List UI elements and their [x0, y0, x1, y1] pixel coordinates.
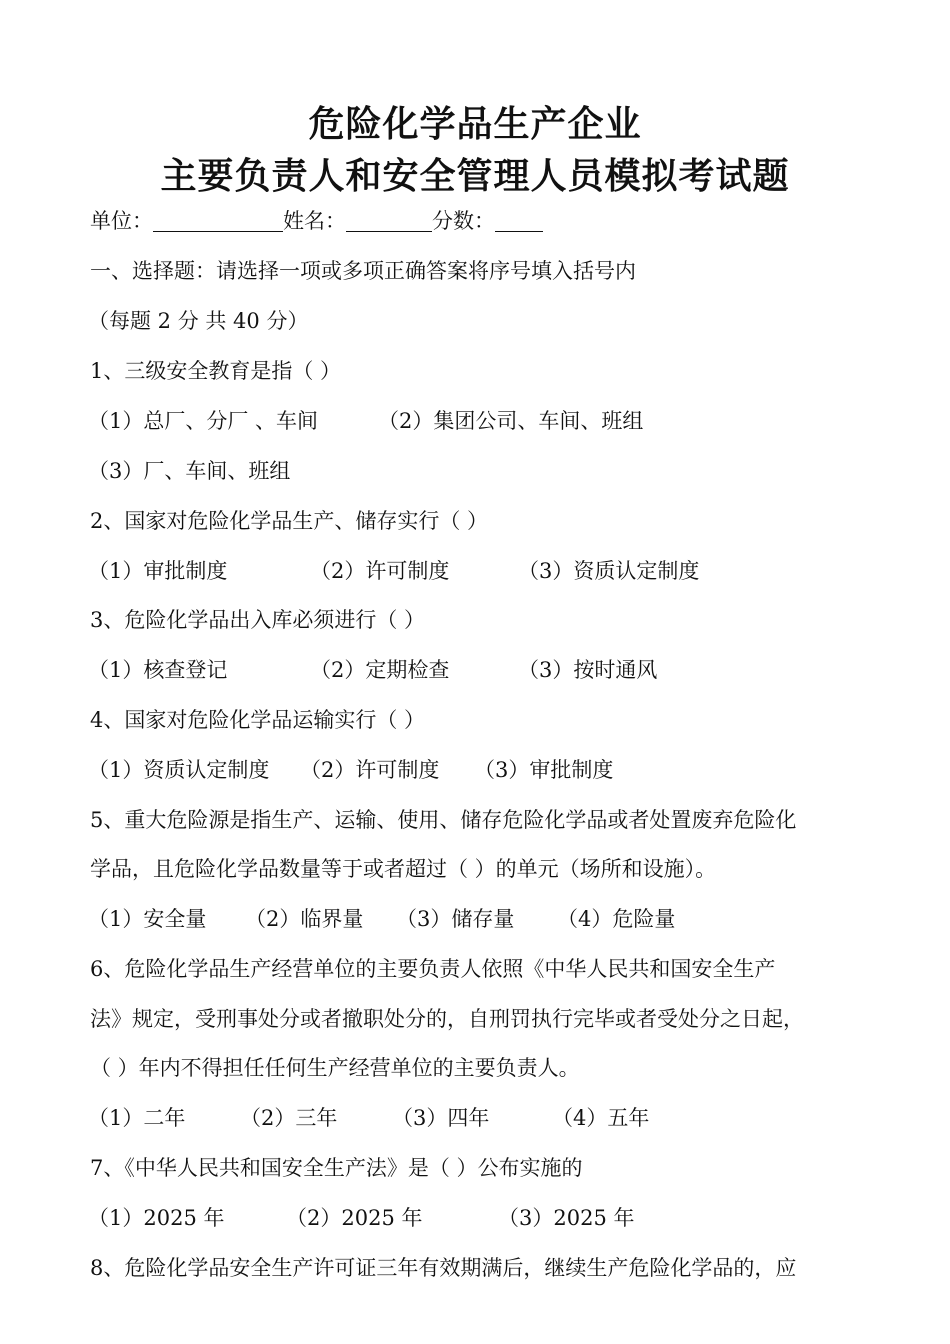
question-6-line-2: 法》规定，受刑事处分或者撤职处分的，自刑罚执行完毕或者受处分之日起，	[90, 1007, 804, 1031]
q5-option-1: （1）安全量	[88, 907, 207, 931]
q5-option-3: （3）储存量	[396, 907, 515, 931]
question-5-line-2: 学品，且危险化学品数量等于或者超过（ ）的单元（场所和设施）。	[90, 857, 717, 881]
q1-option-3: （3）厂、车间、班组	[88, 459, 291, 483]
score-label: 分数：	[432, 209, 495, 233]
q7-option-3: （3）2025 年	[498, 1206, 635, 1230]
question-6-line-3: （ ）年内不得担任任何生产经营单位的主要负责人。	[90, 1056, 580, 1080]
q3-option-3: （3）按时通风	[518, 658, 658, 682]
title-line-1: 危险化学品生产企业	[308, 104, 642, 145]
name-blank[interactable]	[346, 211, 432, 232]
question-4: 4、国家对危险化学品运输实行（ ）	[90, 708, 426, 732]
q6-option-4: （4）五年	[552, 1106, 650, 1130]
question-3: 3、危险化学品出入库必须进行（ ）	[90, 608, 426, 632]
q1-option-1: （1）总厂、分厂 、车间	[88, 409, 319, 433]
question-7: 7、《中华人民共和国安全生产法》是（ ）公布实施的	[90, 1156, 583, 1180]
question-1: 1、三级安全教育是指（ ）	[90, 359, 342, 383]
section-scoring: （每题 2 分 共 40 分）	[88, 309, 309, 333]
q6-option-3: （3）四年	[392, 1106, 490, 1130]
q4-option-1: （1）资质认定制度	[88, 758, 270, 782]
unit-blank[interactable]	[153, 211, 283, 232]
section-heading: 一、选择题：请选择一项或多项正确答案将序号填入括号内	[90, 259, 636, 283]
q1-option-2: （2）集团公司、车间、班组	[378, 409, 644, 433]
q7-option-1: （1）2025 年	[88, 1206, 225, 1230]
q2-option-1: （1）审批制度	[88, 559, 228, 583]
question-2: 2、国家对危险化学品生产、储存实行（ ）	[90, 509, 489, 533]
q6-option-1: （1）二年	[88, 1106, 186, 1130]
q5-option-2: （2）临界量	[245, 907, 364, 931]
question-6-line-1: 6、危险化学品生产经营单位的主要负责人依照《中华人民共和国安全生产	[90, 957, 776, 981]
title-line-2: 主要负责人和安全管理人员模拟考试题	[160, 156, 790, 197]
q4-option-3: （3）审批制度	[474, 758, 614, 782]
score-blank[interactable]	[495, 211, 543, 232]
q2-option-2: （2）许可制度	[310, 559, 450, 583]
q7-option-2: （2）2025 年	[286, 1206, 423, 1230]
question-8-line-1: 8、危险化学品安全生产许可证三年有效期满后，继续生产危险化学品的，应	[90, 1256, 797, 1280]
q3-option-1: （1）核查登记	[88, 658, 228, 682]
q3-option-2: （2）定期检查	[310, 658, 450, 682]
name-label: 姓名：	[283, 209, 346, 233]
unit-label: 单位：	[90, 209, 153, 233]
q2-option-3: （3）资质认定制度	[518, 559, 700, 583]
q5-option-4: （4）危险量	[557, 907, 676, 931]
question-5-line-1: 5、重大危险源是指生产、运输、使用、储存危险化学品或者处置废弃危险化	[90, 808, 797, 832]
q6-option-2: （2）三年	[240, 1106, 338, 1130]
q4-option-2: （2）许可制度	[300, 758, 440, 782]
header-fields	[90, 208, 543, 234]
